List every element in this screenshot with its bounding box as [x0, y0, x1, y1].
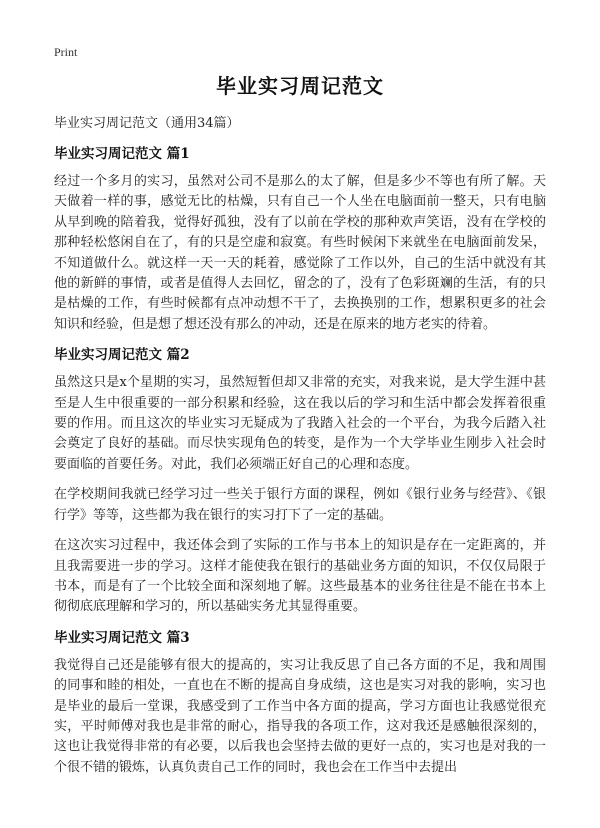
- document-subtitle: 毕业实习周记范文（通用34篇）: [54, 116, 240, 131]
- paragraph: 虽然这只是x个星期的实习，虽然短暂但却又非常的充实，对我来说，是大学生涯中甚至是人生中很重要的一部分积累和经验，这在我以后的学习和生活中都会发挥着很重要的作用。而且这次的毕业实习无疑成为了我踏入社会的一个平台，为我今后踏入社会奠定了良好的基础。而尽快实现角色的转变，是作为一个大学毕业生刚步入社会时要面临的首要任务。对此，我们必须端正好自己的心理和态度。: [54, 375, 546, 472]
- section-3: [54, 628, 546, 778]
- paragraph: 在学校期间我就已经学习过一些关于银行方面的课程，例如《银行业务与经营》、《银行学》等等，这些都为我在银行的实习打下了一定的基础。: [54, 487, 546, 523]
- print-label: Print: [54, 45, 78, 59]
- section-heading-2: 毕业实习周记范文 篇2: [54, 347, 190, 364]
- document-title: 毕业实习周记范文: [216, 74, 384, 98]
- paragraph: 我觉得自己还是能够有很大的提高的，实习让我反思了自己各方面的不足，我和周围的同事和睦的相处，一直也在不断的提高自身成绩，这也是实习对我的影响，实习也是毕业的最后一堂课，我感受到了工作当中各方面的提高，学习方面也让我感觉很充实，平时师傅对我也是非常的耐心，指导我的各项工作，这对我还是感触很深刻的，这也让我觉得非常的有必要，以后我也会坚持去做的更好一点的，实习也是对我的一个很不错的锻炼，认真负责自己工作的同时，我也会在工作当中去提出: [54, 657, 546, 775]
- paragraph: 在这次实习过程中，我还体会到了实际的工作与书本上的知识是存在一定距离的，并且我需要进一步的学习。这样才能使我在银行的基础业务方面的知识，不仅仅局限于书本，而是有了一个比较全面和深刻地了解。这些最基本的业务往往是不能在书本上彻彻底底理解和学习的，所以基础实务尤其显得重要。: [54, 538, 546, 615]
- section-1: [54, 144, 546, 335]
- paragraph: 经过一个多月的实习，虽然对公司不是那么的太了解，但是多少不等也有所了解。天天做着一样的事，感觉无比的枯燥，只有自己一个人坐在电脑面前一整天，只有电脑从早到晚的陪着我，觉得好孤独，没有了以前在学校的那种欢声笑语，没有在学校的那种轻松悠闲自在了，有的只是空虚和寂寞。有些时候闲下来就坐在电脑面前发呆，不知道做什么。就这样一天一天的耗着，感觉除了工作以外，自己的生活中就没有其他的新鲜的事情，或者是值得人去回忆，留念的了，没有了色彩斑斓的生活，有的只是枯燥的工作，有些时候都有点冲动想不干了，去换换别的工作，想累积更多的社会知识和经验，但是想了想还没有那么的冲动，还是在原来的地方老实的待着。: [54, 174, 546, 332]
- section-heading-3: 毕业实习周记范文 篇3: [54, 629, 190, 646]
- section-2: [54, 345, 546, 617]
- section-heading-1: 毕业实习周记范文 篇1: [54, 146, 190, 162]
